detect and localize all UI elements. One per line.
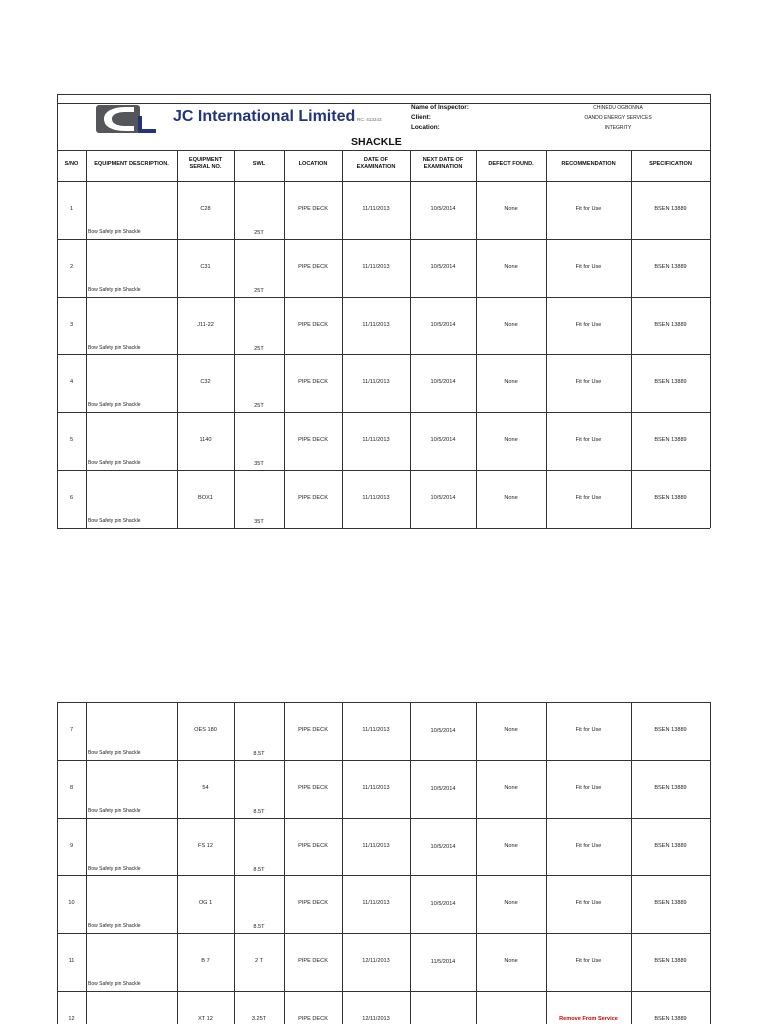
row-serial: J11-22 (197, 322, 214, 328)
row-sno: 6 (69, 495, 74, 501)
row-specification: BSEN 13889 (654, 843, 687, 849)
row-exam-date: 11/11/2013 (362, 900, 390, 906)
row-recommendation: Fit for Use (575, 727, 602, 733)
row-description: Bow Safety pin Shackle (88, 402, 141, 408)
row-location: PIPE DECK (298, 495, 328, 501)
table-header-divider (57, 181, 710, 182)
row-recommendation: Fit for Use (575, 206, 602, 212)
row-line (57, 875, 710, 876)
row-next-date: 10/5/2014 (430, 844, 456, 850)
row-line (57, 991, 710, 992)
row-location: PIPE DECK (298, 958, 328, 964)
inspector-name: CHINEDU OGBONNA (593, 105, 643, 111)
row-description: Bow Safety pin Shackle (88, 518, 141, 524)
row-location: PIPE DECK (298, 843, 328, 849)
column-line (410, 702, 411, 1024)
row-defect: None (504, 785, 518, 791)
row-exam-date: 11/11/2013 (362, 495, 390, 501)
row-defect: None (504, 958, 518, 964)
row-serial: 54 (202, 785, 209, 791)
header-left-border (57, 94, 58, 150)
col-exam-date (342, 157, 410, 171)
col-sno: S/NO (64, 161, 79, 167)
col-next-line2: EXAMINATION (423, 164, 463, 170)
col-specification: SPECIFICATION (649, 161, 692, 167)
row-exam-date: 12/11/2013 (362, 1016, 390, 1022)
row-location: PIPE DECK (298, 379, 328, 385)
row-swl: 8.5T (253, 751, 265, 757)
row-location: PIPE DECK (298, 727, 328, 733)
row-exam-date: 12/11/2013 (362, 958, 390, 964)
column-line (710, 150, 711, 528)
col-exam-line1: DATE OF (363, 157, 389, 163)
row-exam-date: 11/11/2013 (362, 206, 390, 212)
row-defect: None (504, 900, 518, 906)
row-line (57, 528, 710, 529)
row-swl: 35T (254, 461, 264, 467)
row-serial: 1140 (199, 437, 212, 443)
location-name: INTEGRITY (604, 125, 632, 131)
row-description: Bow Safety pin Shackle (88, 229, 141, 235)
row-swl: 8.5T (253, 867, 265, 873)
table-top-line (57, 702, 710, 703)
row-sno: 11 (68, 958, 75, 964)
row-specification: BSEN 13889 (654, 437, 687, 443)
row-swl: 25T (254, 346, 264, 352)
row-line (57, 470, 710, 471)
row-exam-date: 11/11/2013 (362, 437, 390, 443)
col-description: EQUIPMENT DESCRIPTION. (94, 161, 169, 167)
row-next-date: 10/5/2014 (430, 728, 456, 734)
row-specification: BSEN 13889 (654, 264, 687, 270)
row-recommendation: Fit for Use (575, 495, 602, 501)
company-name: JC International Limited (173, 108, 356, 125)
row-description: Bow Safety pin Shackle (88, 750, 141, 756)
row-defect: None (504, 264, 518, 270)
column-line (234, 150, 235, 528)
row-line (57, 412, 710, 413)
column-line (284, 702, 285, 1024)
row-swl: 25T (254, 288, 264, 294)
row-defect: None (504, 437, 518, 443)
row-next-date: 10/5/2014 (430, 901, 456, 907)
row-description: Bow Safety pin Shackle (88, 923, 141, 929)
row-description: Bow Safety pin Shackle (88, 808, 141, 814)
row-defect: None (504, 379, 518, 385)
row-specification: BSEN 13889 (654, 727, 687, 733)
col-next-line1: NEXT DATE OF (422, 157, 464, 163)
row-sno: 2 (69, 264, 74, 270)
row-swl: 25T (254, 230, 264, 236)
row-defect: None (504, 727, 518, 733)
row-sno: 8 (69, 785, 74, 791)
column-line (342, 702, 343, 1024)
column-line (57, 702, 58, 1024)
row-recommendation: Fit for Use (575, 785, 602, 791)
rc-number: RC. 413243 (357, 117, 382, 122)
row-location: PIPE DECK (298, 785, 328, 791)
row-serial: BOX1 (198, 495, 213, 501)
row-description: Bow Safety pin Shackle (88, 287, 141, 293)
row-recommendation: Fit for Use (575, 843, 602, 849)
row-line (57, 297, 710, 298)
column-line (631, 702, 632, 1024)
row-location: PIPE DECK (298, 1016, 328, 1022)
col-serial-line1: EQUIPMENT (188, 157, 223, 163)
row-serial: B 7 (201, 958, 210, 964)
row-serial: XT 12 (198, 1016, 213, 1022)
column-line (710, 702, 711, 1024)
row-swl: 25T (254, 403, 264, 409)
row-description: Bow Safety pin Shackle (88, 866, 141, 872)
row-sno: 7 (69, 727, 74, 733)
row-sno: 3 (69, 322, 74, 328)
row-serial: C28 (200, 206, 211, 212)
row-next-date: 10/5/2014 (430, 322, 456, 328)
row-description: Bow Safety pin Shackle (88, 345, 141, 351)
row-swl: 8.5T (253, 809, 265, 815)
row-swl: 3.25T (251, 1016, 267, 1022)
row-location: PIPE DECK (298, 264, 328, 270)
row-serial: FS 12 (198, 843, 213, 849)
row-specification: BSEN 13889 (654, 900, 687, 906)
row-next-date: 10/5/2014 (430, 495, 456, 501)
row-exam-date: 11/11/2013 (362, 727, 390, 733)
row-location: PIPE DECK (298, 900, 328, 906)
row-sno: 1 (69, 206, 74, 212)
col-recommendation: RECOMMENDATION (561, 161, 616, 167)
row-specification: BSEN 13889 (654, 206, 687, 212)
row-line (57, 354, 710, 355)
row-line (57, 933, 710, 934)
row-recommendation: Fit for Use (575, 264, 602, 270)
row-recommendation: Fit for Use (575, 900, 602, 906)
col-swl: SWL (252, 161, 266, 167)
column-line (476, 702, 477, 1024)
inspector-label: Name of Inspector: (411, 104, 469, 111)
row-line (57, 760, 710, 761)
row-specification: BSEN 13889 (654, 379, 687, 385)
column-line (546, 702, 547, 1024)
row-sno: 10 (68, 900, 75, 906)
client-name: OANDO ENERGY SERVICES (584, 115, 652, 121)
row-next-date: 10/5/2014 (430, 206, 456, 212)
col-serial-line2: SERIAL NO. (189, 164, 222, 170)
row-specification: BSEN 13889 (654, 958, 687, 964)
row-swl: 35T (254, 519, 264, 525)
row-serial: C32 (200, 379, 211, 385)
column-line (86, 150, 87, 528)
row-location: PIPE DECK (298, 206, 328, 212)
row-sno: 4 (69, 379, 74, 385)
row-recommendation: Fit for Use (575, 322, 602, 328)
col-location: LOCATION (298, 161, 328, 167)
row-defect: None (504, 495, 518, 501)
row-recommendation: Fit for Use (575, 958, 602, 964)
row-exam-date: 11/11/2013 (362, 264, 390, 270)
row-recommendation: Remove From Service (559, 1016, 618, 1022)
row-exam-date: 11/11/2013 (362, 785, 390, 791)
row-description: Bow Safety pin Shackle (88, 460, 141, 466)
row-sno: 9 (69, 843, 74, 849)
row-line (57, 239, 710, 240)
row-serial: OG 1 (198, 900, 213, 906)
company-logo (96, 103, 164, 135)
row-next-date: 11/5/2014 (430, 959, 456, 965)
row-recommendation: Fit for Use (575, 437, 602, 443)
row-description: Bow Safety pin Shackle (88, 981, 141, 987)
row-exam-date: 11/11/2013 (362, 322, 390, 328)
header-bottom-rule (57, 150, 710, 151)
row-specification: BSEN 13889 (654, 322, 687, 328)
row-swl: 8.5T (253, 924, 265, 930)
row-exam-date: 11/11/2013 (362, 379, 390, 385)
row-line (57, 818, 710, 819)
col-exam-line2: EXAMINATION (356, 164, 396, 170)
row-recommendation: Fit for Use (575, 379, 602, 385)
row-next-date: 10/5/2014 (430, 437, 456, 443)
row-serial: C31 (200, 264, 211, 270)
header-top-rule (57, 94, 710, 95)
column-line (86, 702, 87, 1024)
row-location: PIPE DECK (298, 322, 328, 328)
col-defect: DEFECT FOUND. (488, 161, 534, 167)
header-right-border (710, 94, 711, 150)
row-location: PIPE DECK (298, 437, 328, 443)
row-serial: OES 180 (194, 727, 217, 733)
row-sno: 5 (69, 437, 74, 443)
client-label: Client: (411, 114, 431, 121)
row-exam-date: 11/11/2013 (362, 843, 390, 849)
row-next-date: 10/5/2014 (430, 264, 456, 270)
row-defect: None (504, 843, 518, 849)
row-defect: None (504, 322, 518, 328)
row-sno: 12 (68, 1016, 75, 1022)
row-specification: BSEN 13889 (654, 785, 687, 791)
row-next-date: 10/5/2014 (430, 786, 456, 792)
row-next-date: 10/5/2014 (430, 379, 456, 385)
row-swl: 2 T (255, 958, 263, 964)
column-line (177, 702, 178, 1024)
location-label: Location: (411, 124, 440, 131)
row-defect: None (504, 206, 518, 212)
row-specification: BSEN 13889 (654, 1016, 687, 1022)
document-title: SHACKLE (351, 136, 402, 148)
col-serial (177, 157, 234, 171)
row-specification: BSEN 13889 (654, 495, 687, 501)
col-next-date (410, 157, 476, 171)
